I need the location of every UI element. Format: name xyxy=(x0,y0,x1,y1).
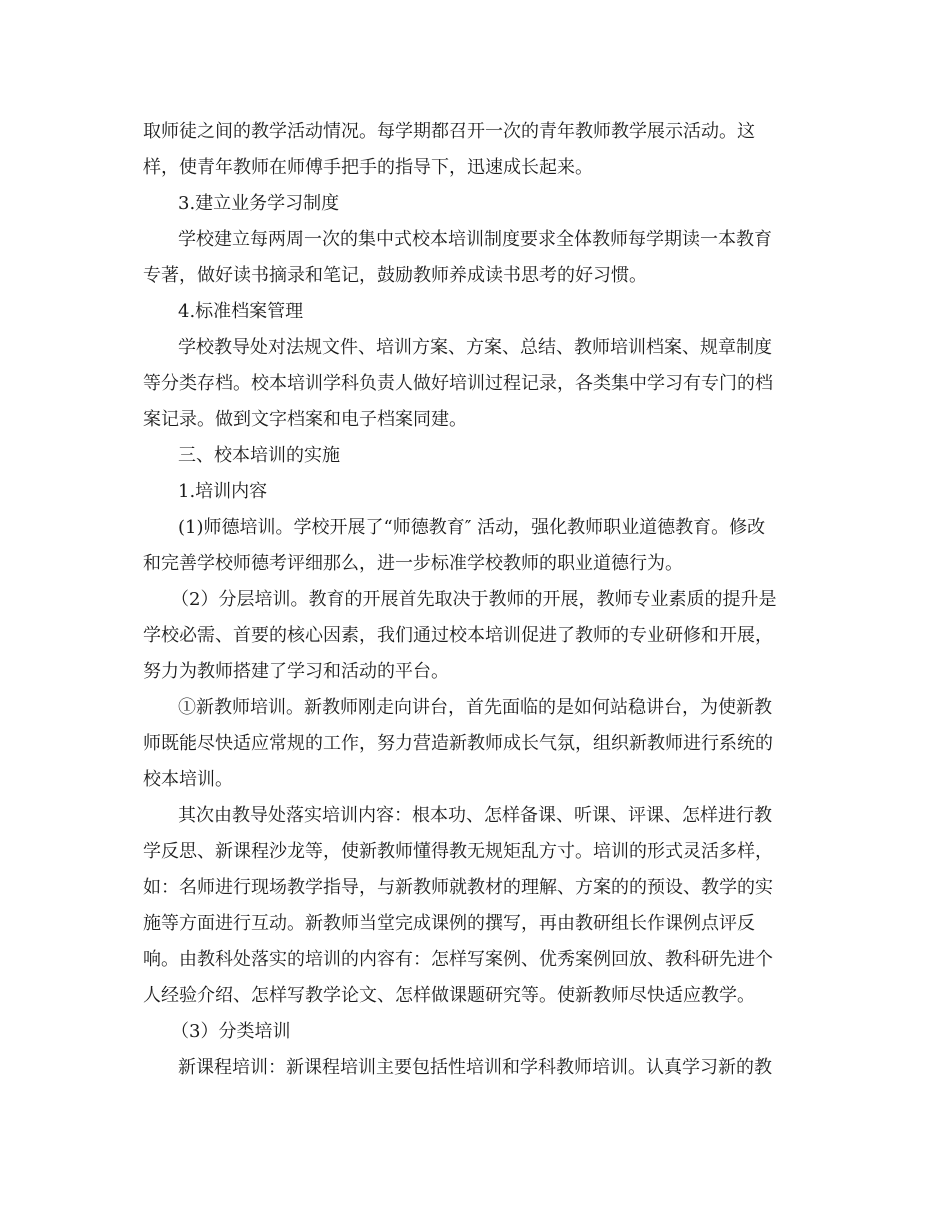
paragraph-line: （2）分层培训。教育的开展首先取决于教师的开展，教师专业素质的提升是 xyxy=(171,589,777,610)
paragraph-line: 案记录。做到文字档案和电子档案同建。 xyxy=(143,409,467,430)
paragraph-line: 人经验介绍、怎样写教学论文、怎样做课题研究等。使新教师尽快适应教学。 xyxy=(143,985,755,1006)
chapter-heading: 三、校本培训的实施 xyxy=(178,445,340,466)
section-heading: 1.培训内容 xyxy=(178,481,268,502)
paragraph-line: 专著，做好读书摘录和笔记，鼓励教师养成读书思考的好习惯。 xyxy=(143,265,647,286)
paragraph-line: 学校教导处对法规文件、培训方案、方案、总结、教师培训档案、规章制度 xyxy=(178,337,772,358)
paragraph-line: 新课程培训：新课程培训主要包括性培训和学科教师培训。认真学习新的教 xyxy=(178,1057,772,1078)
paragraph-line: 响。由教科处落实的培训的内容有：怎样写案例、优秀案例回放、教科研先进个 xyxy=(143,949,773,970)
document-body xyxy=(143,114,808,1086)
paragraph-line: 施等方面进行互动。新教师当堂完成课例的撰写，再由教研组长作课例点评反 xyxy=(143,913,755,934)
paragraph-line: 师既能尽快适应常规的工作，努力营造新教师成长气氛，组织新教师进行系统的 xyxy=(143,733,773,754)
paragraph-line: 如：名师进行现场教学指导，与新教师就教材的理解、方案的的预设、教学的实 xyxy=(143,877,773,898)
section-heading: 3.建立业务学习制度 xyxy=(178,193,340,214)
paragraph-line: 取师徒之间的教学活动情况。每学期都召开一次的青年教师教学展示活动。这 xyxy=(143,121,755,142)
paragraph-line: ①新教师培训。新教师刚走向讲台，首先面临的是如何站稳讲台，为使新教 xyxy=(178,697,772,718)
paragraph-line: 学反思、新课程沙龙等，使新教师懂得教无规矩乱方寸。培训的形式灵活多样， xyxy=(143,841,773,862)
section-heading: 4.标准档案管理 xyxy=(178,301,304,322)
paragraph-line: 其次由教导处落实培训内容：根本功、怎样备课、听课、评课、怎样进行教 xyxy=(178,805,772,826)
paragraph-line: 和完善学校师德考评细那么，进一步标准学校教师的职业道德行为。 xyxy=(143,553,683,574)
section-heading: （3）分类培训 xyxy=(171,1021,291,1042)
paragraph-line: (1)师德培训。学校开展了“师德教育″ 活动，强化教师职业道德教育。修改 xyxy=(178,517,766,538)
paragraph-line: 等分类存档。校本培训学科负责人做好培训过程记录，各类集中学习有专门的档 xyxy=(143,373,773,394)
paragraph-line: 校本培训。 xyxy=(143,769,233,790)
paragraph-line: 努力为教师搭建了学习和活动的平台。 xyxy=(143,661,449,682)
paragraph-line: 样，使青年教师在师傅手把手的指导下，迅速成长起来。 xyxy=(143,157,593,178)
paragraph-line: 学校必需、首要的核心因素，我们通过校本培训促进了教师的专业研修和开展， xyxy=(143,625,773,646)
paragraph-line: 学校建立每两周一次的集中式校本培训制度要求全体教师每学期读一本教育 xyxy=(178,229,772,250)
